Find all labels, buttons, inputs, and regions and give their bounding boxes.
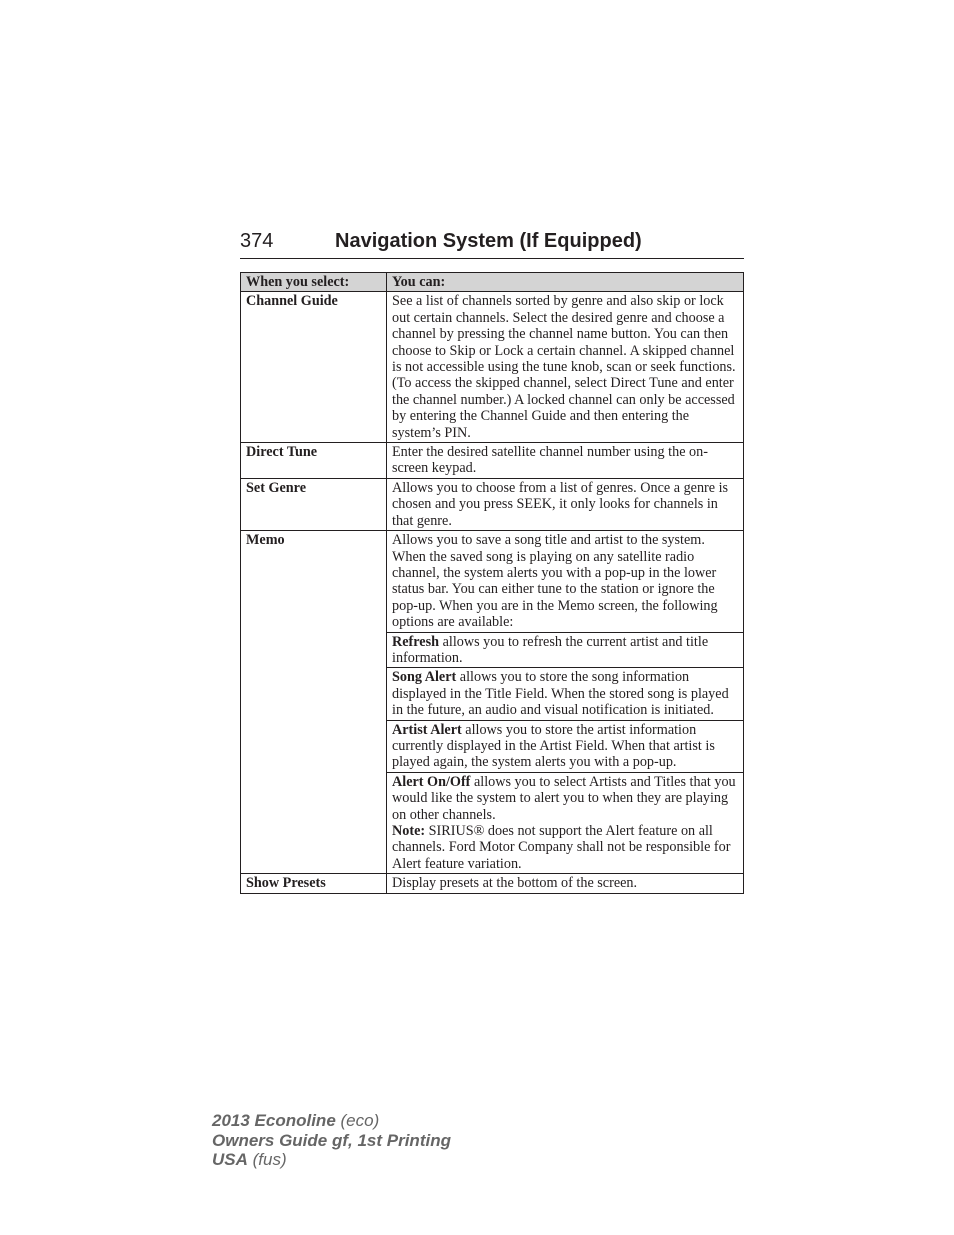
note-term: Note: bbox=[392, 823, 426, 839]
page-number: 374 bbox=[240, 230, 274, 252]
memo-option-alert-onoff bbox=[387, 772, 744, 873]
footer-model-code: (eco) bbox=[335, 1111, 380, 1130]
row-label: Show Presets bbox=[241, 874, 387, 893]
row-label: Memo bbox=[241, 531, 387, 874]
footer-line-3 bbox=[212, 1150, 451, 1170]
table-row bbox=[241, 292, 744, 443]
row-description: Allows you to choose from a list of genres. Once a genre is chosen and you press SEEK, it only looks for channels in that genre. bbox=[387, 478, 744, 530]
memo-option-song-alert bbox=[387, 668, 744, 720]
table-row bbox=[241, 443, 744, 479]
row-label: Direct Tune bbox=[241, 443, 387, 479]
column-header-you-can: You can: bbox=[387, 273, 744, 292]
column-header-when: When you select: bbox=[241, 273, 387, 292]
row-label: Set Genre bbox=[241, 478, 387, 530]
row-label: Channel Guide bbox=[241, 292, 387, 443]
table-row bbox=[241, 531, 744, 632]
memo-option-refresh bbox=[387, 632, 744, 668]
table-row bbox=[241, 874, 744, 893]
option-text: allows you to store the song information displayed in the Title Field. When the stored song is played in the future, an audio and visual notification is initiated. bbox=[392, 669, 729, 719]
page-title: Navigation System (If Equipped) bbox=[335, 230, 642, 252]
footer-guide: Owners Guide gf, 1st Printing bbox=[212, 1130, 451, 1150]
note-text: SIRIUS® does not support the Alert feature on all channels. Ford Motor Company shall not be responsible for Alert feature variation. bbox=[392, 823, 731, 872]
footer-region-code: (fus) bbox=[247, 1150, 287, 1169]
row-description: Enter the desired satellite channel number using the on-screen keypad. bbox=[387, 443, 744, 479]
option-text: allows you to refresh the current artist and title information. bbox=[392, 633, 709, 666]
footer-model: 2013 Econoline bbox=[212, 1111, 336, 1130]
row-description: Allows you to save a song title and artist to the system. When the saved song is playing on any satellite radio channel, the system alerts you with a pop-up in the lower status bar. You can either tune to the station or ignore the pop-up. When you are in the Memo screen, the following options are available: bbox=[387, 531, 744, 632]
option-term: Song Alert bbox=[392, 669, 457, 686]
row-description: See a list of channels sorted by genre and also skip or lock out certain channels. Select the desired genre and choose a channel by pressing the channel name button. You can then choose to Skip or Lock a certain channel. A skipped channel is not accessible using the tune knob, scan or seek functions. (To access the skipped channel, select Direct Tune and enter the channel number.) A locked channel can only be accessed by entering the Channel Guide and then entering the system’s PIN. bbox=[387, 292, 744, 443]
option-term: Refresh bbox=[392, 633, 440, 650]
footer-line-1 bbox=[212, 1111, 451, 1131]
table-row bbox=[241, 478, 744, 530]
row-description: Display presets at the bottom of the screen. bbox=[387, 874, 744, 893]
table-header-row bbox=[241, 273, 744, 292]
option-term: Alert On/Off bbox=[392, 773, 471, 790]
option-term: Artist Alert bbox=[392, 721, 462, 738]
footer-region: USA bbox=[212, 1150, 248, 1169]
option-text: allows you to select Artists and Titles that you would like the system to alert you to when they are playing on other channels. bbox=[392, 773, 736, 823]
options-table bbox=[240, 272, 744, 894]
footer-line-2 bbox=[212, 1131, 451, 1151]
option-text: allows you to store the artist information currently displayed in the Artist Field. When that artist is played again, the system alerts you with a pop-up. bbox=[392, 721, 715, 771]
page-footer bbox=[212, 1111, 451, 1170]
page-header bbox=[240, 228, 744, 259]
memo-option-artist-alert bbox=[387, 720, 744, 772]
